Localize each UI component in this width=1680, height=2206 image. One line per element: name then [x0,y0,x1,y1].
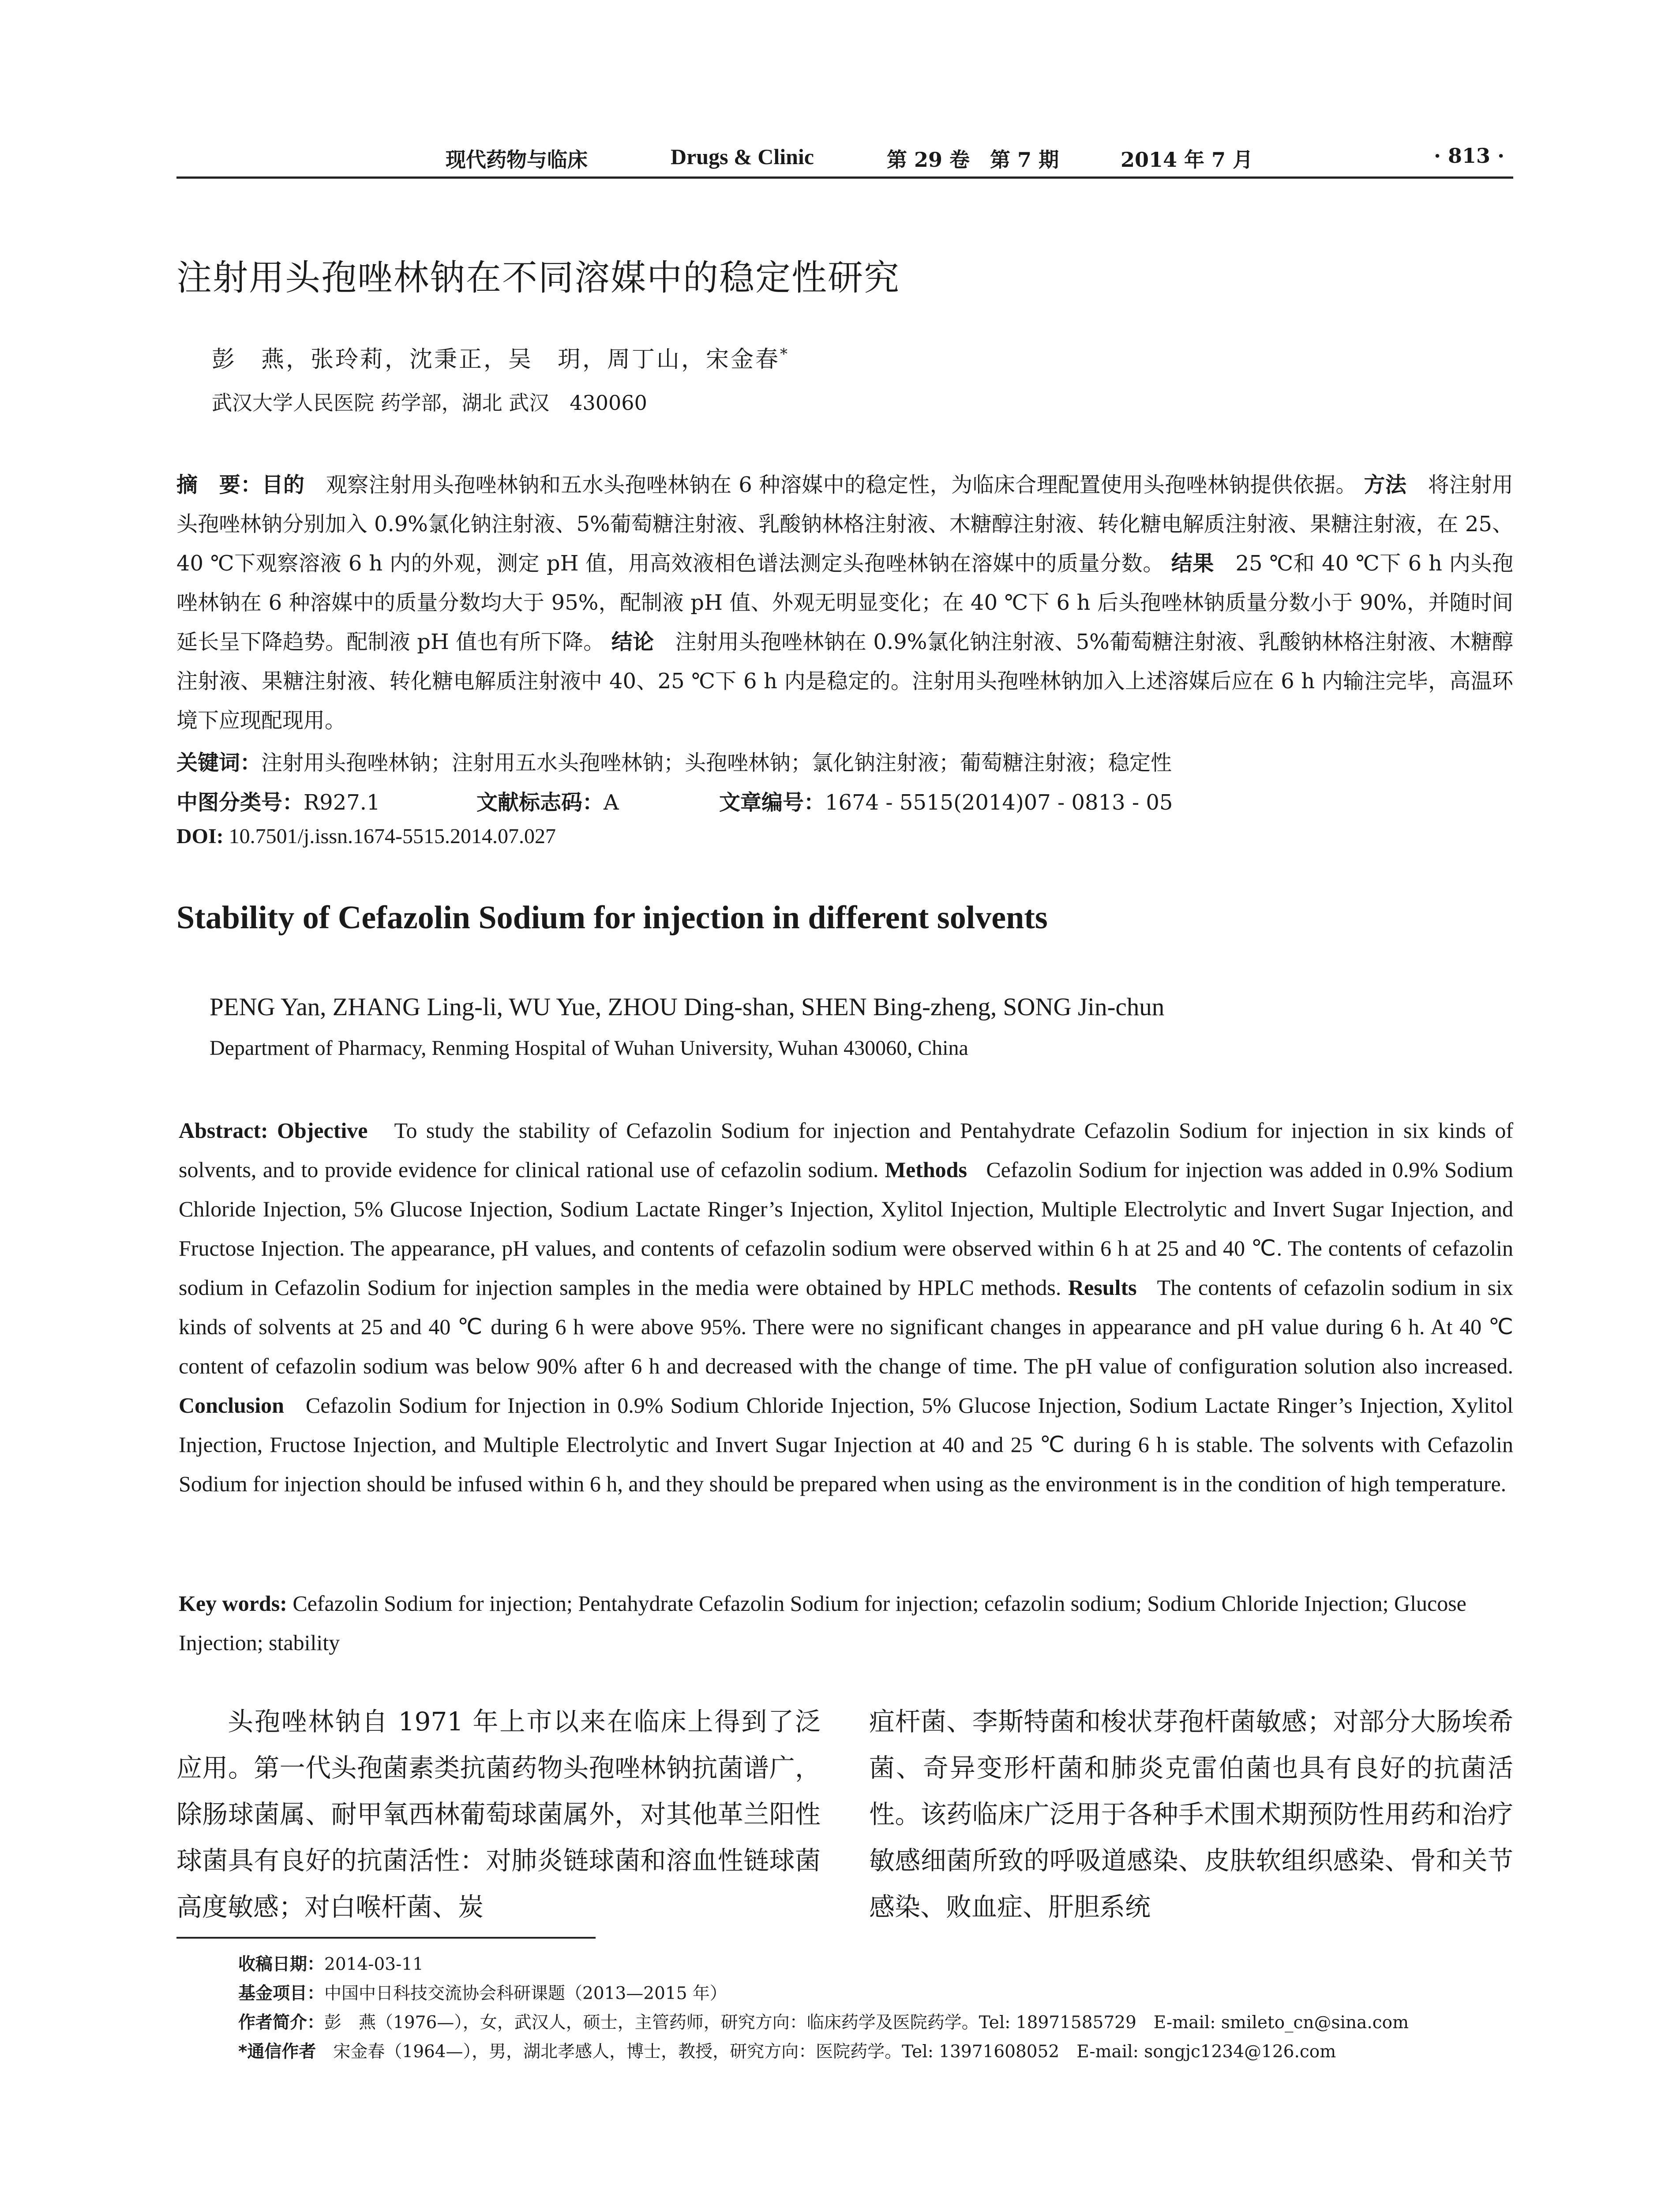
footnote-fund [238,1979,1518,2008]
abstract-en [179,1111,1513,1504]
results-en: The contents of cefazolin sodium in six kinds of solvents at 25 and 40 ℃ during 6 h were above 95%. There were no significant changes in appearance and pH value during 6 h. At 40 ℃ content of cefazolin sodium was below 90% after 6 h and decreased with the change of time. The pH value of configuration solution also increased. [179,1275,1513,1378]
page-number: · 813 · [1434,144,1505,168]
abstract-cn-label: 摘 要： [176,473,262,497]
body-paragraph: 头孢唑林钠自 1971 年上市以来在临床上得到了泛应用。第一代头孢菌素类抗菌药物头孢唑林钠抗菌谱广，除肠球菌属、耐甲氧西林葡萄球菌属外，对其他革兰阳性球菌具有良好的抗菌活性：对肺炎链球菌和溶血性链球菌高度敏感；对白喉杆菌、炭 [176,1707,821,1922]
corresponding-label: *通信作者 [238,2042,316,2062]
conclusion-cn: 注射用头孢唑林钠在 0.9%氯化钠注射液、5%葡萄糖注射液、乳酸钠林格注射液、木糖醇注射液、果糖注射液、转化糖电解质注射液中 40、25 ℃下 6 h 内是稳定的。注射用头孢唑林钠加入上述溶媒后应在 6 h 内输注完毕，高温环境下应现配现用。 [176,630,1513,733]
header-rule [176,176,1513,179]
article-no: 1674 - 5515(2014)07 - 0813 - 05 [825,790,1173,815]
volume-issue: 第 29 卷 第 7 期 [887,148,1059,172]
footnote-corresponding [238,2037,1518,2067]
methods-en-label: Methods [885,1157,967,1182]
body-column-left [176,1699,821,1930]
fund-text: 中国中日科技交流协会科研课题（2013—2015 年） [324,1984,727,2003]
journal-name-en: Drugs & Clinic [671,144,814,169]
authors-cn-names: 彭 燕，张玲莉，沈秉正，吴 玥，周丁山，宋金春 [212,346,780,373]
footnote-author [238,2008,1518,2037]
authors-en: PENG Yan, ZHANG Ling-li, WU Yue, ZHOU Ding-shan, SHEN Bing-zheng, SONG Jin-chun [210,993,1165,1021]
doc-code-label: 文献标志码： [476,790,604,815]
body-column-right [869,1699,1513,1930]
results-en-label: Results [1068,1275,1137,1300]
footnote-received [238,1950,1518,1979]
keywords-cn-text: 注射用头孢唑林钠；注射用五水头孢唑林钠；头孢唑林钠；氯化钠注射液；葡萄糖注射液；稳定性 [261,750,1172,775]
author-text: 彭 燕（1976—），女，武汉人，硕士，主管药师，研究方向：临床药学及医院药学。Tel: 18971585729 E-mail: smileto_cn@sina.com [324,2013,1409,2033]
keywords-en-label: Key words: [179,1591,287,1616]
conclusion-en-label: Conclusion [179,1393,284,1418]
title-cn: 注射用头孢唑林钠在不同溶媒中的稳定性研究 [176,257,900,298]
keywords-cn-label: 关键词： [176,750,262,775]
received-date: 2014-03-11 [324,1955,424,1974]
corresponding-text: 宋金春（1964—），男，湖北孝感人，博士，教授，研究方向：医院药学。Tel: 13971608052 E-mail: songjc1234@126.com [333,2042,1336,2062]
issue-date: 2014 年 7 月 [1121,148,1253,172]
keywords-en [179,1584,1513,1662]
footnotes [238,1950,1518,2067]
affiliation-en: Department of Pharmacy, Renming Hospital of Wuhan University, Wuhan 430060, China [210,1036,968,1060]
received-label: 收稿日期： [238,1955,325,1974]
article-no-label: 文章编号： [719,790,825,815]
conclusion-cn-label: 结论 [611,630,654,654]
methods-cn-label: 方法 [1364,473,1407,497]
clc-label: 中图分类号： [176,790,304,815]
classification-line [176,785,1513,815]
corresponding-mark: * [780,345,790,363]
objective-en: To study the stability of Cefazolin Sodium for injection and Pentahydrate Cefazolin Sodium for injection in six kinds of solvents, and to provide evidence for clinical rational use of cefazolin sodium. [179,1118,1513,1182]
results-cn-label: 结果 [1171,551,1214,576]
affiliation-cn: 武汉大学人民医院 药学部，湖北 武汉 430060 [212,391,647,415]
journal-name-cn: 现代药物与临床 [446,148,588,172]
doc-code: A [604,790,619,815]
running-header [176,144,1513,175]
abstract-en-label: Abstract: Objective [179,1118,368,1143]
doi-line [176,824,1513,848]
conclusion-en: Cefazolin Sodium for Injection in 0.9% Sodium Chloride Injection, 5% Glucose Injection, Sodium Lactate Ringer’s Injection, Xylitol Injection, Fructose Injection, and Multiple Electrolytic and Invert Sugar Injection at 40 and 25 ℃ during 6 h is stable. The solvents with Cefazolin Sodium for injection should be infused within 6 h, and they should be prepared when using as the environment is in the condition of high temperature. [179,1393,1514,1496]
keywords-cn [176,746,1513,776]
objective-cn-label: 目的 [262,473,305,497]
abstract-cn [176,465,1513,740]
doi-value: 10.7501/j.issn.1674-5515.2014.07.027 [229,825,556,848]
title-en: Stability of Cefazolin Sodium for injection in different solvents [176,900,1048,936]
authors-cn [212,341,789,374]
clc-code: R927.1 [304,790,380,815]
results-cn: 25 ℃和 40 ℃下 6 h 内头孢唑林钠在 6 种溶媒中的质量分数均大于 95%，配制液 pH 值、外观无明显变化；在 40 ℃下 6 h 后头孢唑林钠质量分数小于 90%，并随时间延长呈下降趋势。配制液 pH 值也有所下降。 [176,551,1513,654]
doi-label: DOI: [176,825,224,848]
objective-cn: 观察注射用头孢唑林钠和五水头孢唑林钠在 6 种溶媒中的稳定性，为临床合理配置使用头孢唑林钠提供依据。 [326,473,1357,497]
methods-cn: 将注射用头孢唑林钠分别加入 0.9%氯化钠注射液、5%葡萄糖注射液、乳酸钠林格注射液、木糖醇注射液、转化糖电解质注射液、果糖注射液，在 25、40 ℃下观察溶液 6 h 内的外观，测定 pH 值，用高效液相色谱法测定头孢唑林钠在溶媒中的质量分数。 [176,473,1513,576]
methods-en: Cefazolin Sodium for injection was added in 0.9% Sodium Chloride Injection, 5% Glucose Injection, Sodium Lactate Ringer’s Injection, Xylitol Injection, Multiple Electrolytic and Invert Sugar Injection, and Fructose Injection. The appearance, pH values, and contents of cefazolin sodium were observed within 6 h at 25 and 40 ℃. The contents of cefazolin sodium in Cefazolin Sodium for injection samples in the media were obtained by HPLC methods. [179,1157,1514,1300]
author-label: 作者简介： [238,2013,325,2033]
keywords-en-text: Cefazolin Sodium for injection; Pentahydrate Cefazolin Sodium for injection; cefazolin sodium; Sodium Chloride Injection; Glucose Injection; stability [179,1591,1466,1655]
fund-label: 基金项目： [238,1984,325,2003]
footnote-rule [176,1937,596,1939]
body-paragraph-continued: 疽杆菌、李斯特菌和梭状芽孢杆菌敏感；对部分大肠埃希菌、奇异变形杆菌和肺炎克雷伯菌也具有良好的抗菌活性。该药临床广泛用于各种手术围术期预防性用药和治疗敏感细菌所致的呼吸道感染、皮肤软组织感染、骨和关节感染、败血症、肝胆系统 [869,1707,1513,1922]
